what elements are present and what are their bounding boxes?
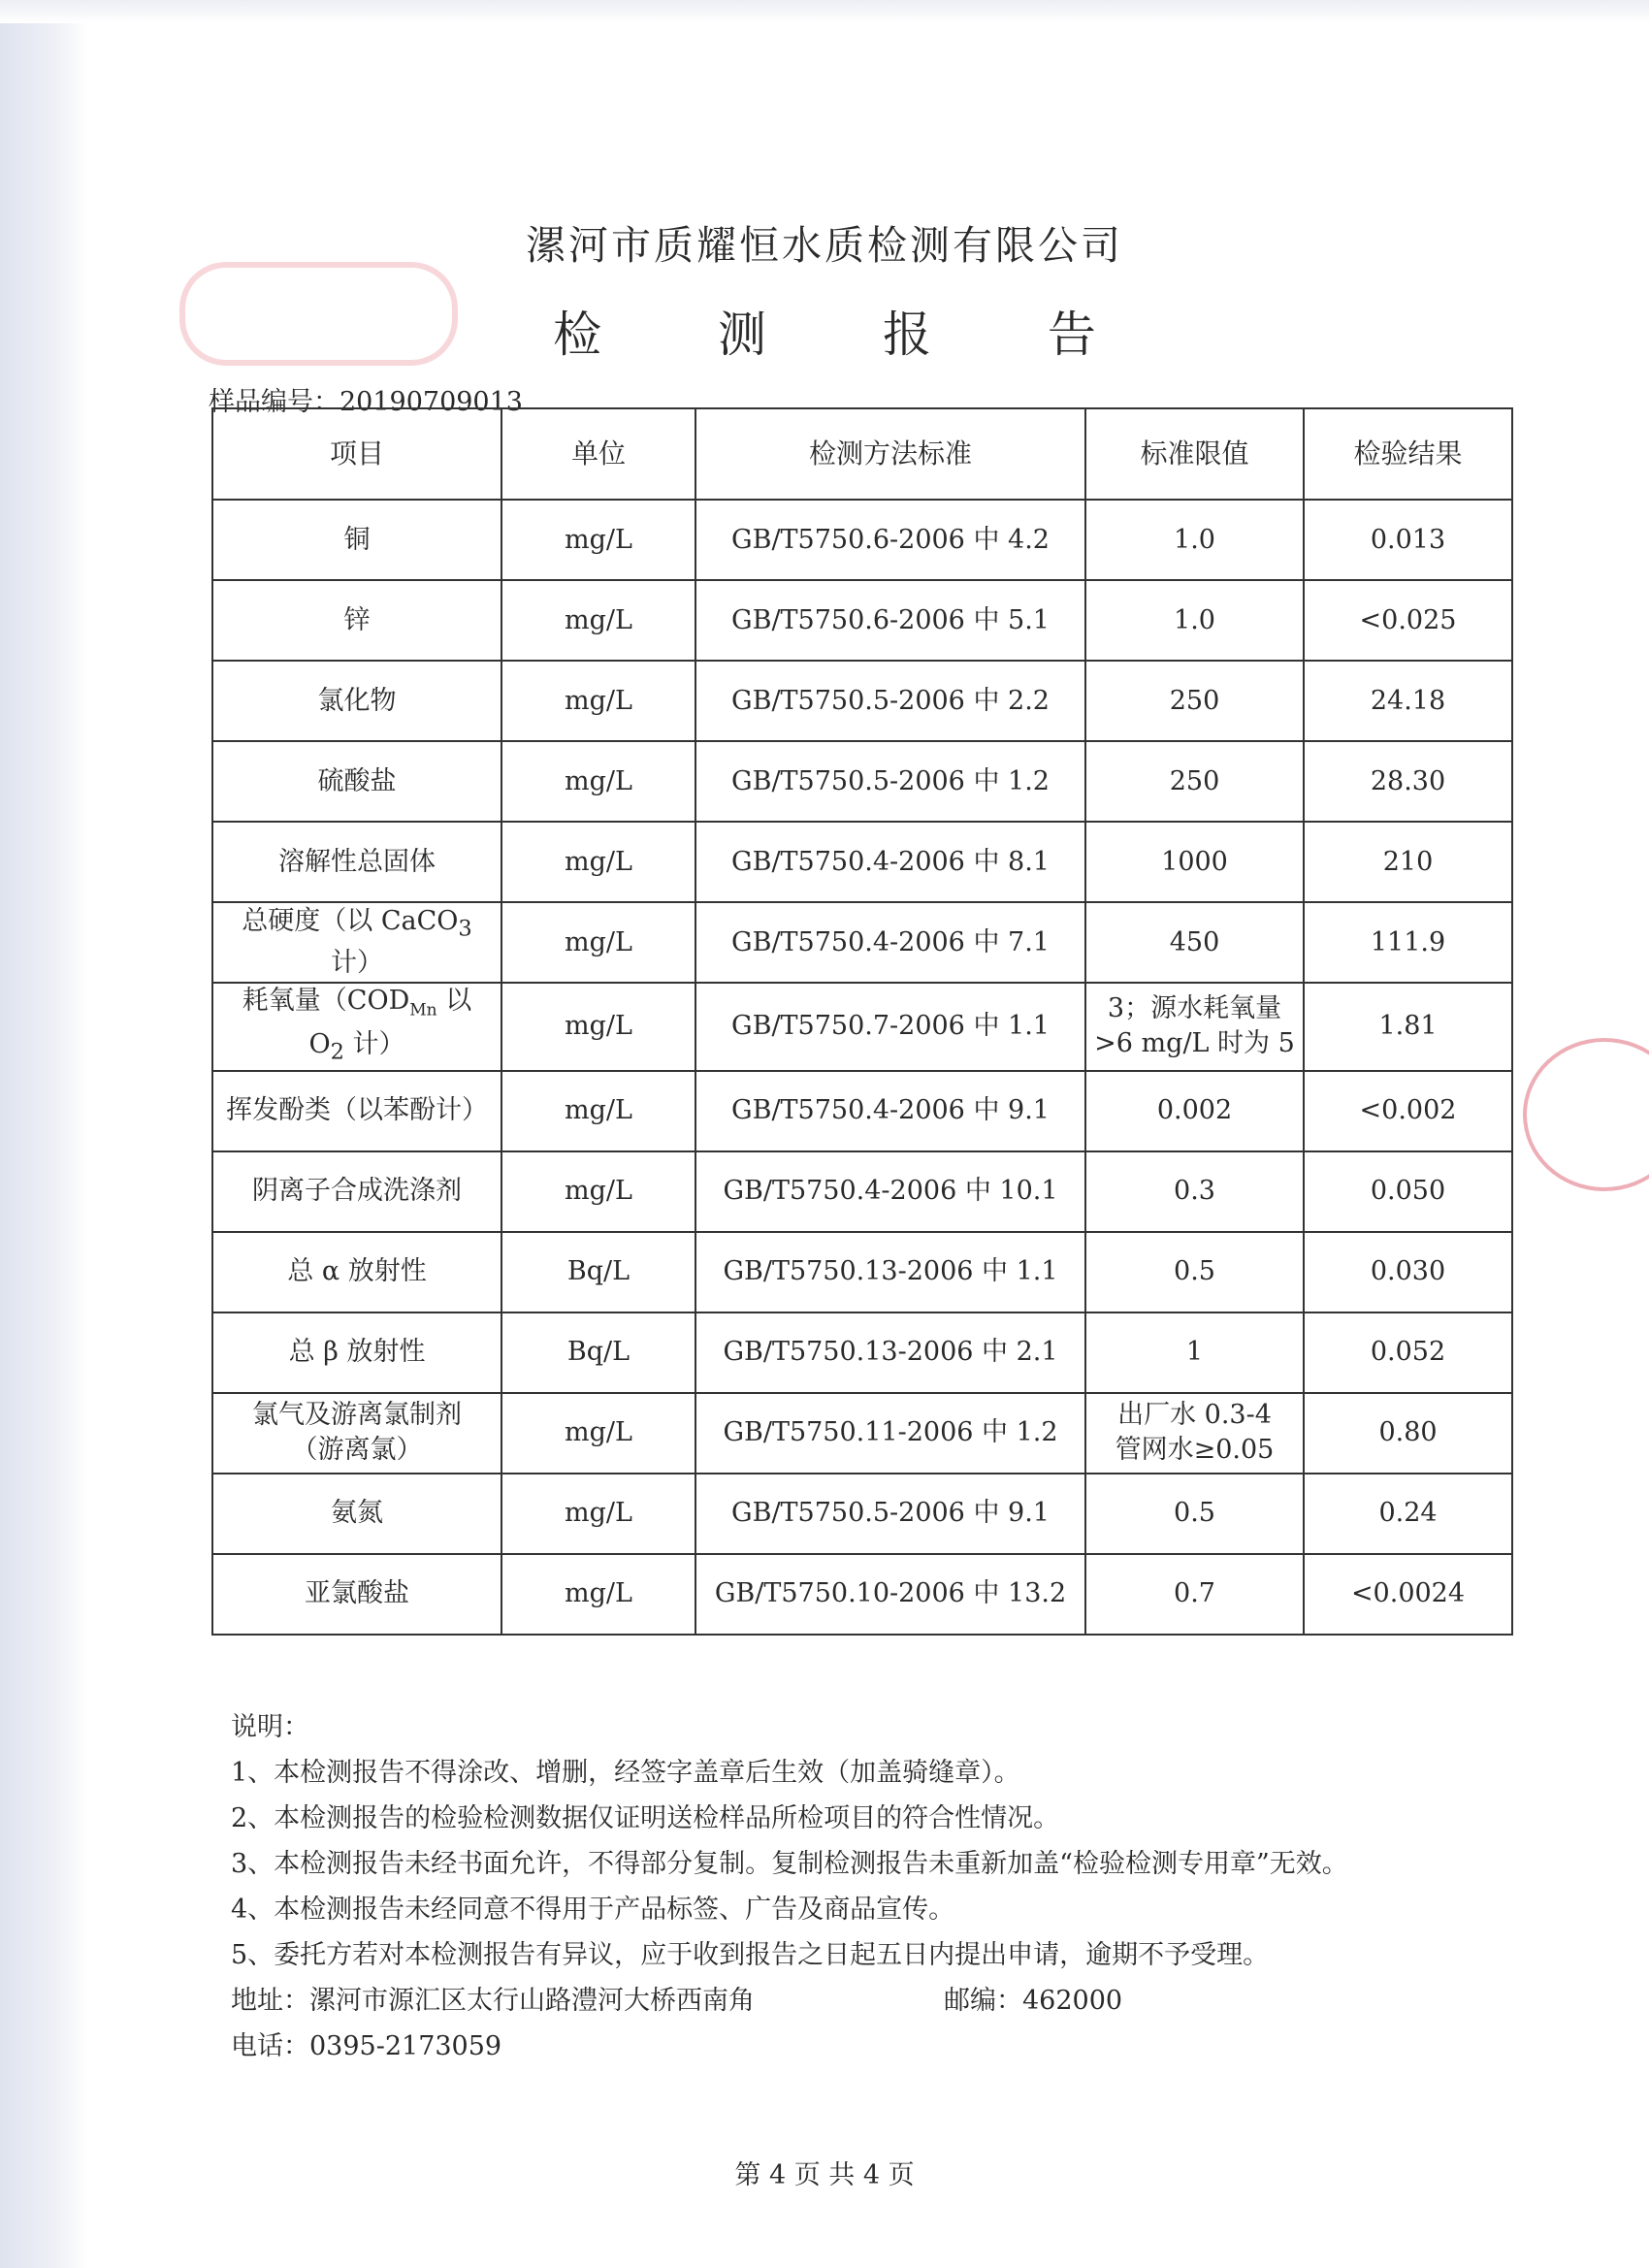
report-title: 检 测 报 告 (553, 307, 1147, 363)
cell-item: 氯化物 (212, 661, 501, 741)
note-item: 1、本检测报告不得涂改、增删，经签字盖章后生效（加盖骑缝章）。 (231, 1758, 1020, 1788)
notes-section (231, 1704, 1348, 2069)
table-row (212, 822, 1512, 902)
cell-unit: mg/L (501, 1474, 695, 1554)
cell-result: 0.24 (1304, 1474, 1512, 1554)
cell-unit: mg/L (501, 1554, 695, 1635)
header-limit: 标准限值 (1085, 408, 1304, 500)
cell-method: GB/T5750.4-2006 中 9.1 (695, 1071, 1085, 1151)
cell-unit: mg/L (501, 902, 695, 983)
table-row (212, 983, 1512, 1071)
cell-limit: 250 (1085, 741, 1304, 822)
table-row (212, 1232, 1512, 1312)
notes-heading: 说明： (231, 1712, 309, 1742)
cell-limit: 0.3 (1085, 1151, 1304, 1232)
cell-method: GB/T5750.7-2006 中 1.1 (695, 983, 1085, 1071)
cell-method: GB/T5750.4-2006 中 10.1 (695, 1151, 1085, 1232)
cell-result: 24.18 (1304, 661, 1512, 741)
cell-limit: 0.5 (1085, 1474, 1304, 1554)
cell-method: GB/T5750.6-2006 中 4.2 (695, 500, 1085, 580)
note-item: 5、委托方若对本检测报告有异议，应于收到报告之日起五日内提出申请，逾期不予受理。 (231, 1940, 1270, 1970)
table-row (212, 1554, 1512, 1635)
table-row (212, 741, 1512, 822)
cell-result: <0.025 (1304, 580, 1512, 661)
cell-item: 阴离子合成洗涤剂 (212, 1151, 501, 1232)
table-row (212, 1393, 1512, 1474)
cell-unit: mg/L (501, 741, 695, 822)
cell-item: 亚氯酸盐 (212, 1554, 501, 1635)
cell-method: GB/T5750.5-2006 中 2.2 (695, 661, 1085, 741)
cell-unit: mg/L (501, 1393, 695, 1474)
cell-method: GB/T5750.6-2006 中 5.1 (695, 580, 1085, 661)
table-row (212, 500, 1512, 580)
zip-code: 邮编：462000 (944, 1986, 1123, 2016)
cell-result: 0.030 (1304, 1232, 1512, 1312)
header-item: 项目 (212, 408, 501, 500)
cell-limit: 450 (1085, 902, 1304, 983)
cell-item: 总硬度（以 CaCO$_3$ 计） (212, 902, 501, 983)
cell-item: 氯气及游离氯制剂 （游离氯） (212, 1393, 501, 1474)
cell-unit: Bq/L (501, 1312, 695, 1393)
phone: 电话：0395-2173059 (231, 2031, 502, 2061)
cell-method: GB/T5750.4-2006 中 7.1 (695, 902, 1085, 983)
table-row (212, 1312, 1512, 1393)
cell-unit: mg/L (501, 1071, 695, 1151)
cell-unit: mg/L (501, 500, 695, 580)
cell-limit: 0.7 (1085, 1554, 1304, 1635)
cell-item: 溶解性总固体 (212, 822, 501, 902)
address-line (231, 1978, 1348, 2024)
results-table (211, 407, 1513, 1636)
table-row (212, 1474, 1512, 1554)
cell-unit: mg/L (501, 1151, 695, 1232)
cell-method: GB/T5750.5-2006 中 9.1 (695, 1474, 1085, 1554)
cell-item: 铜 (212, 500, 501, 580)
sample-label: 样品编号： (209, 387, 340, 417)
table-header (212, 408, 1512, 500)
cell-unit: mg/L (501, 822, 695, 902)
cell-method: GB/T5750.13-2006 中 1.1 (695, 1232, 1085, 1312)
table-row (212, 1151, 1512, 1232)
cell-limit: 出厂水 0.3-4 管网水≥0.05 (1085, 1393, 1304, 1474)
cell-limit: 1 (1085, 1312, 1304, 1393)
cell-method: GB/T5750.11-2006 中 1.2 (695, 1393, 1085, 1474)
cell-item: 耗氧量（$COD_{Mn}$ 以 $O_2$ 计） (212, 983, 501, 1071)
cell-method: GB/T5750.5-2006 中 1.2 (695, 741, 1085, 822)
cell-limit: 3；源水耗氧量 >6 mg/L 时为 5 (1085, 983, 1304, 1071)
cell-result: 0.013 (1304, 500, 1512, 580)
cell-unit: mg/L (501, 580, 695, 661)
header-result: 检验结果 (1304, 408, 1512, 500)
page-number: 第 4 页 共 4 页 (734, 2160, 915, 2190)
cell-item: 氨氮 (212, 1474, 501, 1554)
cell-result: <0.002 (1304, 1071, 1512, 1151)
cell-method: GB/T5750.4-2006 中 8.1 (695, 822, 1085, 902)
table-row (212, 902, 1512, 983)
scan-top-shadow (0, 0, 1649, 23)
cell-result: 111.9 (1304, 902, 1512, 983)
cell-result: <0.0024 (1304, 1554, 1512, 1635)
cell-result: 0.050 (1304, 1151, 1512, 1232)
cell-unit: Bq/L (501, 1232, 695, 1312)
note-item: 3、本检测报告未经书面允许，不得部分复制。复制检测报告未重新加盖“检验检测专用章”无效。 (231, 1849, 1348, 1879)
cell-limit: 1.0 (1085, 580, 1304, 661)
cell-method: GB/T5750.10-2006 中 13.2 (695, 1554, 1085, 1635)
address: 地址：漯河市源汇区太行山路澧河大桥西南角 (231, 1986, 755, 2016)
cell-limit: 250 (1085, 661, 1304, 741)
sample-value: 20190709013 (340, 387, 523, 417)
cell-result: 210 (1304, 822, 1512, 902)
cell-result: 0.052 (1304, 1312, 1512, 1393)
cell-item: 硫酸盐 (212, 741, 501, 822)
table-row (212, 580, 1512, 661)
note-item: 4、本检测报告未经同意不得用于产品标签、广告及商品宣传。 (231, 1895, 955, 1925)
company-name: 漯河市质耀恒水质检测有限公司 (526, 222, 1123, 269)
cell-unit: mg/L (501, 661, 695, 741)
cell-item: 挥发酚类（以苯酚计） (212, 1071, 501, 1151)
cell-result: 28.30 (1304, 741, 1512, 822)
cell-item: 总 α 放射性 (212, 1232, 501, 1312)
cell-item: 总 β 放射性 (212, 1312, 501, 1393)
table-row (212, 1071, 1512, 1151)
table-row (212, 661, 1512, 741)
cell-unit: mg/L (501, 983, 695, 1071)
note-item: 2、本检测报告的检验检测数据仅证明送检样品所检项目的符合性情况。 (231, 1803, 1060, 1833)
cell-method: GB/T5750.13-2006 中 2.1 (695, 1312, 1085, 1393)
cell-result: 0.80 (1304, 1393, 1512, 1474)
cell-limit: 0.002 (1085, 1071, 1304, 1151)
company-seal (1523, 1038, 1649, 1191)
cell-result: 1.81 (1304, 983, 1512, 1071)
header-method: 检测方法标准 (695, 408, 1085, 500)
cell-limit: 0.5 (1085, 1232, 1304, 1312)
header-unit: 单位 (501, 408, 695, 500)
cell-limit: 1.0 (1085, 500, 1304, 580)
cell-item: 锌 (212, 580, 501, 661)
cell-limit: 1000 (1085, 822, 1304, 902)
